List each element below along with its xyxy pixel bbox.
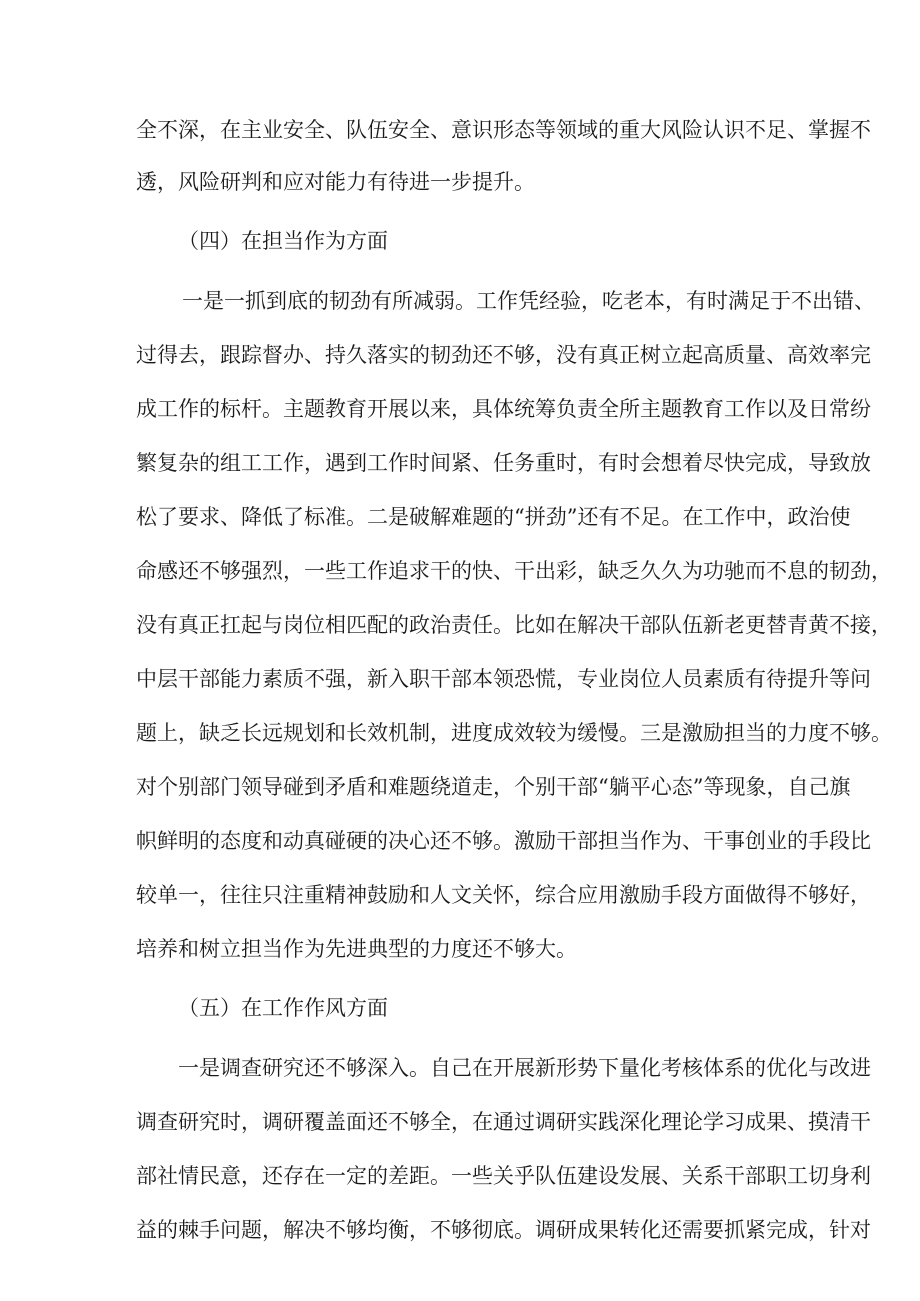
text-line bbox=[0, 1050, 920, 1086]
paragraph-text: 一是一抓到底的韧劲有所减弱。工作凭经验，吃老本，有时满足于不出错、 bbox=[182, 289, 875, 313]
paragraph-text: 一是调查研究还不够深入。自己在开展新形势下量化考核体系的优化与改进 bbox=[178, 1056, 871, 1080]
section-heading-4 bbox=[0, 223, 920, 259]
text-line bbox=[0, 715, 920, 751]
text-line bbox=[0, 499, 920, 535]
paragraph-text: 没有真正扛起与岗位相匹配的政治责任。比如在解决干部队伍新老更替青黄不接， bbox=[136, 613, 892, 637]
paragraph-text: 繁复杂的组工工作，遇到工作时间紧、任务重时，有时会想着尽快完成，导致放 bbox=[136, 451, 871, 475]
paragraph-text: 成工作的标杆。主题教育开展以来，具体统筹负责全所主题教育工作以及日常纷 bbox=[136, 397, 871, 421]
paragraph-text: 过得去，跟踪督办、持久落实的韧劲还不够，没有真正树立起高质量、高效率完 bbox=[136, 343, 871, 367]
paragraph-text: 部社情民意，还存在一定的差距。一些关乎队伍建设发展、关系干部职工切身利 bbox=[136, 1164, 871, 1188]
paragraph-text: 对个别部门领导碰到矛盾和难题绕道走，个别干部“躺平心态”等现象，自己旗 bbox=[136, 775, 851, 799]
paragraph-text: 松了要求、降低了标准。二是破解难题的“拼劲”还有不足。在工作中，政治使 bbox=[136, 505, 851, 529]
paragraph-text: 全不深，在主业安全、队伍安全、意识形态等领域的重大风险认识不足、掌握不 bbox=[136, 118, 871, 142]
text-line bbox=[0, 823, 920, 859]
text-line bbox=[0, 931, 920, 967]
text-line bbox=[0, 1104, 920, 1140]
text-line bbox=[0, 553, 920, 589]
paragraph-text: 透，风险研判和应对能力有待进一步提升。 bbox=[136, 170, 535, 194]
text-line bbox=[0, 337, 920, 373]
section-heading-text: （四）在担当作为方面 bbox=[178, 229, 388, 253]
paragraph-text: 调查研究时，调研覆盖面还不够全，在通过调研实践深化理论学习成果、摸清干 bbox=[136, 1110, 871, 1134]
text-line bbox=[0, 112, 920, 148]
text-line bbox=[0, 1158, 920, 1194]
paragraph-text: 培养和树立担当作为先进典型的力度还不够大。 bbox=[136, 937, 577, 961]
text-line bbox=[0, 769, 920, 805]
text-line bbox=[0, 445, 920, 481]
text-line bbox=[0, 607, 920, 643]
section-heading-text: （五）在工作作风方面 bbox=[178, 996, 388, 1020]
text-line bbox=[0, 164, 920, 200]
text-line bbox=[0, 283, 920, 319]
paragraph-text: 益的棘手问题，解决不够均衡，不够彻底。调研成果转化还需要抓紧完成，针对 bbox=[136, 1218, 871, 1242]
paragraph-text: 帜鲜明的态度和动真碰硬的决心还不够。激励干部担当作为、干事创业的手段比 bbox=[136, 829, 871, 853]
text-line bbox=[0, 391, 920, 427]
paragraph-text: 中层干部能力素质不强，新入职干部本领恐慌，专业岗位人员素质有待提升等问 bbox=[136, 667, 871, 691]
section-heading-5 bbox=[0, 990, 920, 1026]
paragraph-text: 较单一，往往只注重精神鼓励和人文关怀，综合应用激励手段方面做得不够好， bbox=[136, 883, 871, 907]
text-line bbox=[0, 661, 920, 697]
paragraph-text: 题上，缺乏长远规划和长效机制，进度成效较为缓慢。三是激励担当的力度不够。 bbox=[136, 721, 892, 745]
text-line bbox=[0, 1212, 920, 1248]
text-line bbox=[0, 877, 920, 913]
paragraph-text: 命感还不够强烈，一些工作追求干的快、干出彩，缺乏久久为功驰而不息的韧劲， bbox=[136, 559, 892, 583]
